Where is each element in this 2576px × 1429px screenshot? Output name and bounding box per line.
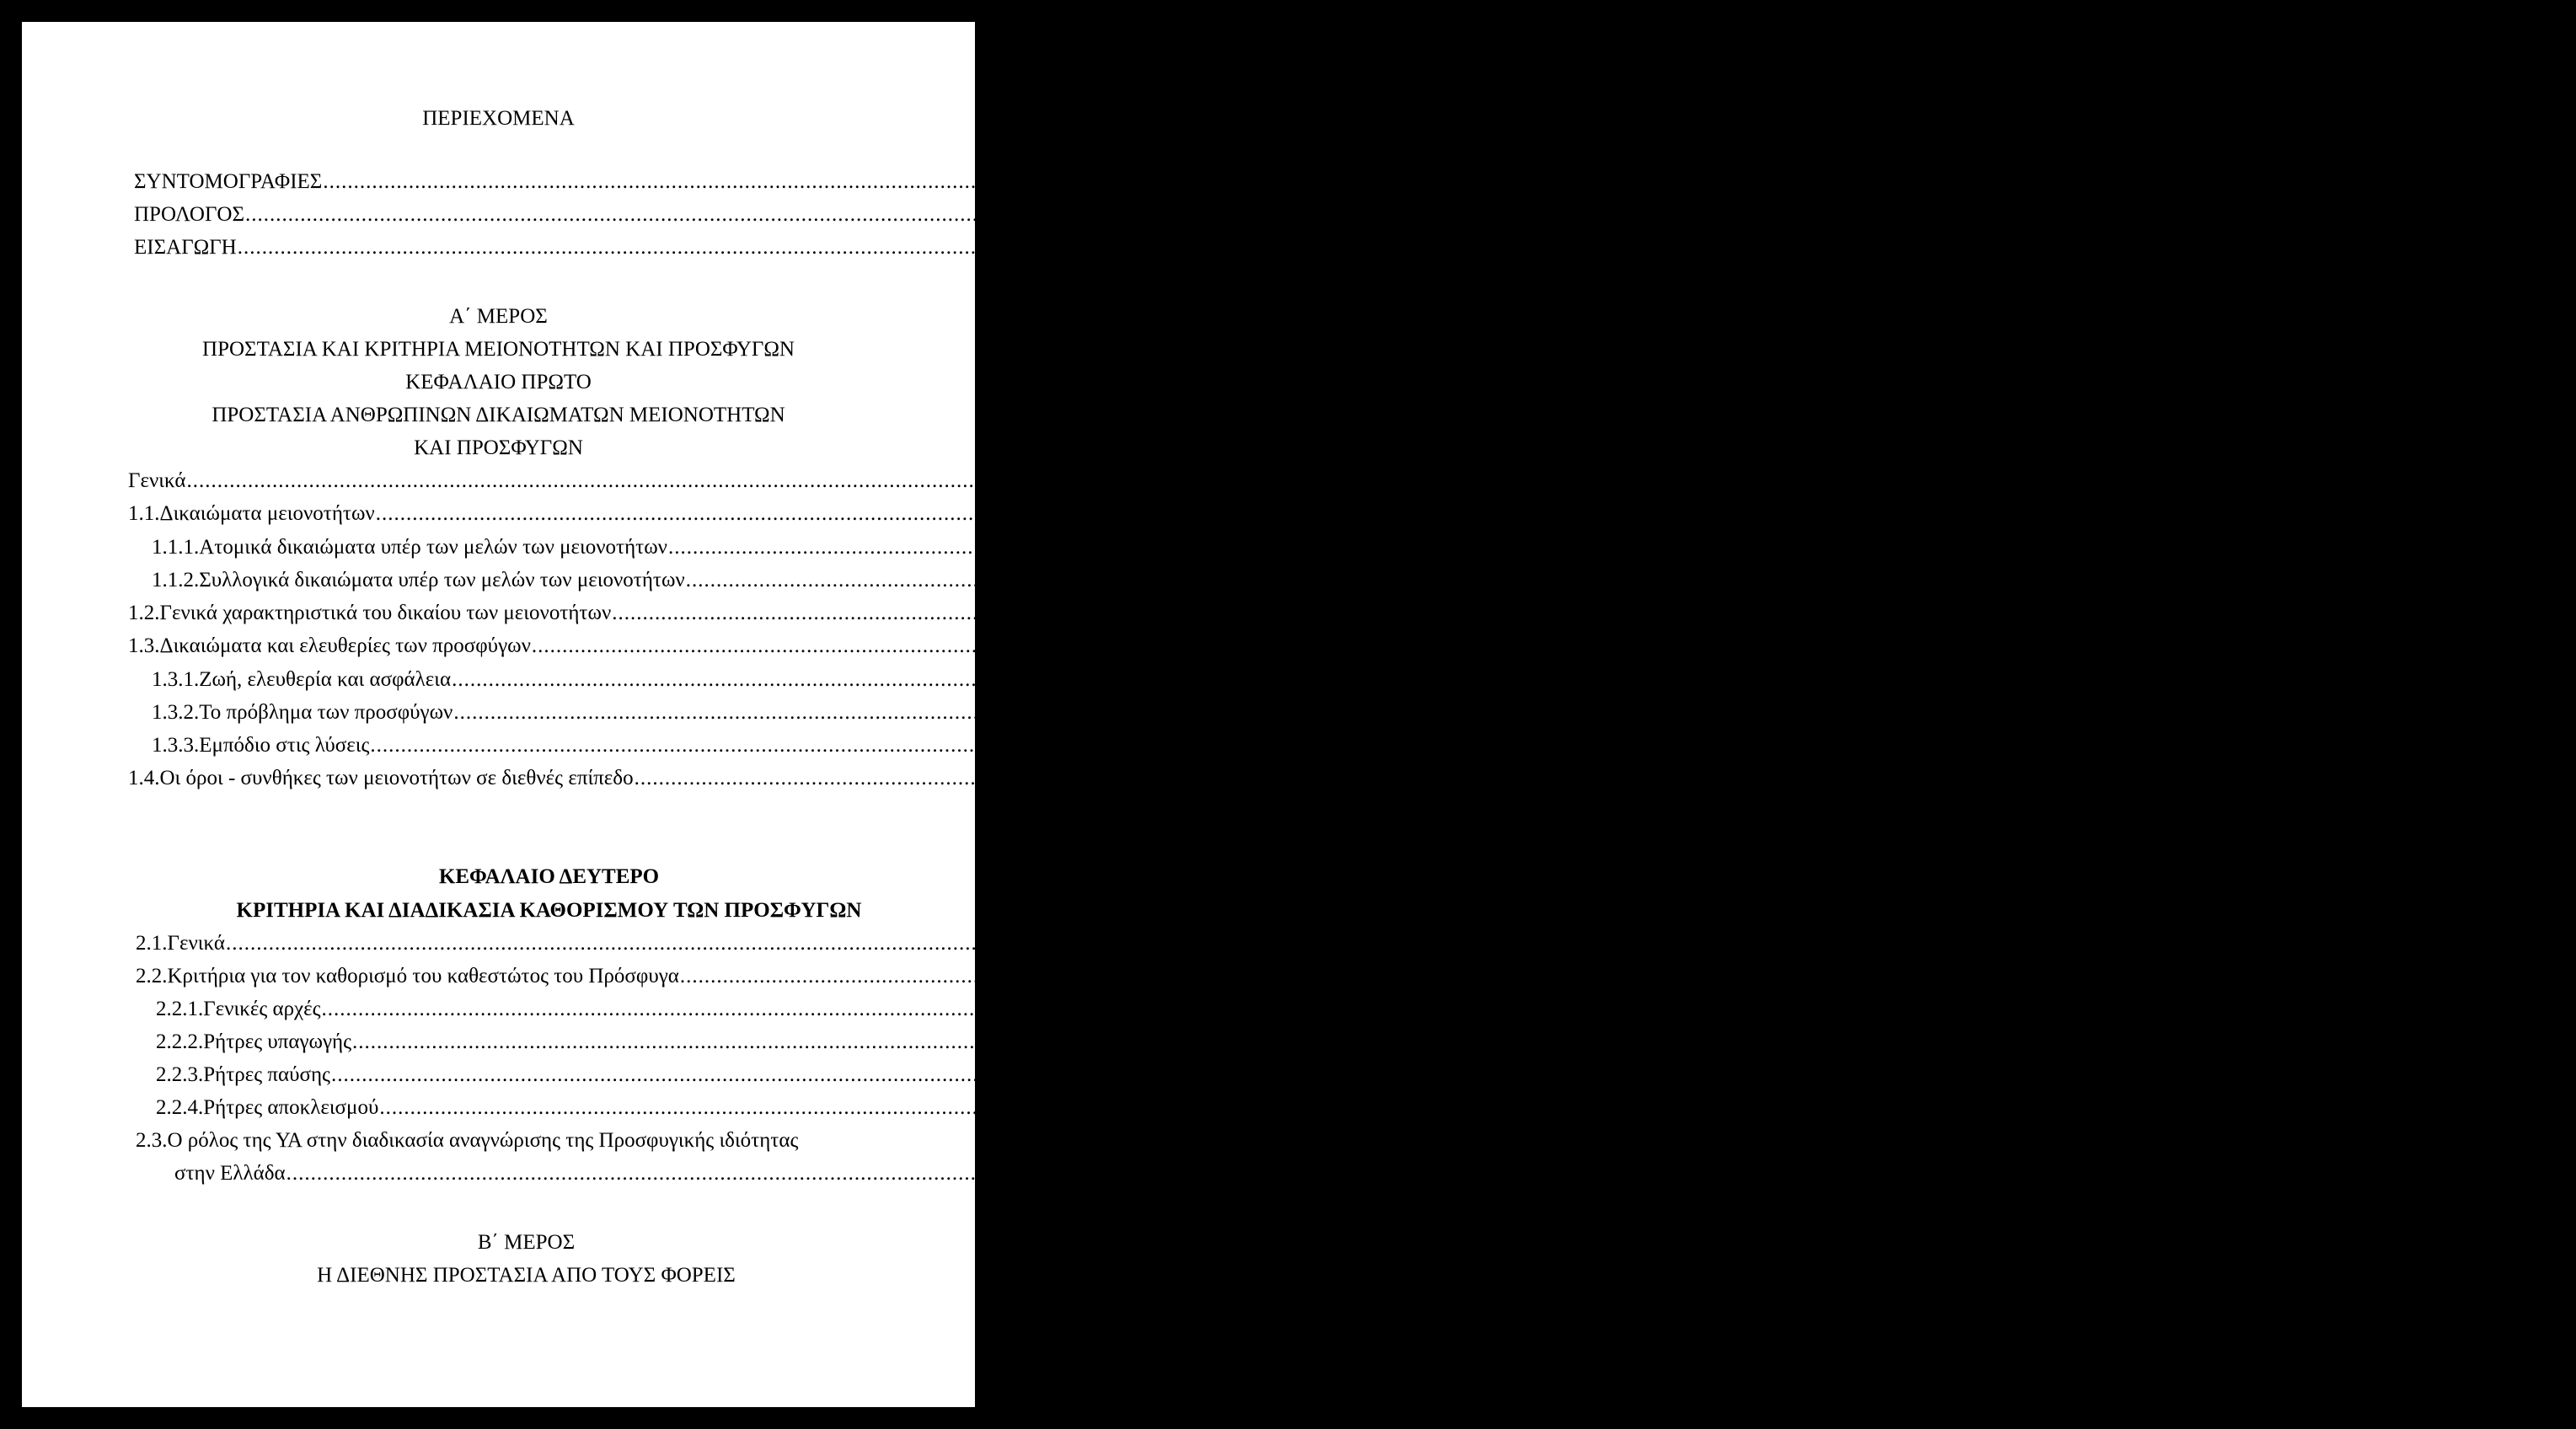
toc-entry-page: σελ.26: [2213, 1096, 2270, 1119]
toc-entry: [136, 964, 2571, 989]
toc-entry-page: σελ.24: [2164, 1063, 2222, 1086]
part-a-title: Α΄ ΜΕΡΟΣ: [449, 305, 548, 328]
dot-leader: ............................................................................................................................................................................................................................................................................................................: [225, 932, 2059, 955]
dot-leader: ............................................................................................................................................................................................................................................................................................................: [370, 734, 2204, 757]
toc-entry-page: σελ.27: [2119, 1162, 2177, 1185]
dot-leader: ............................................................................................................................................................................................................................................................................................................: [375, 502, 2209, 525]
toc-entry-page: σελ.21: [2059, 932, 2117, 955]
toc-entry-page: σελ.12: [2020, 469, 2077, 492]
toc-entry-page: σελ.13: [2502, 536, 2559, 559]
toc-entry-title: 1.4.Οι όροι - συνθήκες των μειονοτήτων σε διεθνές επίπεδο: [128, 767, 634, 789]
dot-leader: ............................................................................................................................................................................................................................................................................................................: [352, 1030, 2186, 1053]
toc-entry-title: 2.2.1.Γενικές αρχές: [156, 998, 321, 1020]
toc-entry-page: σελ.21: [2513, 965, 2571, 987]
toc-entry: [156, 1095, 2270, 1121]
toc-entry: [156, 1030, 2243, 1055]
dot-leader: ............................................................................................................................................................................................................................................................................................................: [330, 1063, 2164, 1086]
part-a-subtitle: ΠΡΟΣΤΑΣΙΑ ΚΑΙ ΚΡΙΤΗΡΙΑ ΜΕΙΟΝΟΤΗΤΩΝ ΚΑΙ ΠΡΟΣΦΥΓΩΝ: [202, 338, 795, 361]
toc-entry: [134, 235, 2118, 260]
toc-entry-page: σελ.18: [2204, 734, 2261, 757]
toc-entry: [152, 535, 2559, 560]
toc-entry: [152, 700, 2344, 725]
toc-title: ΠΕΡΙΕΧΟΜΕΝΑ: [422, 107, 575, 130]
toc-entry-page: σελ.15: [2445, 602, 2503, 624]
toc-entry: [156, 1062, 2222, 1088]
dot-leader: ............................................................................................................................................................................................................................................................................................................: [323, 170, 2156, 193]
chapter-1-subtitle-line2: ΚΑΙ ΠΡΟΣΦΥΓΩΝ: [414, 436, 583, 459]
part-b-subtitle: Η ΔΙΕΘΝΗΣ ΠΡΟΣΤΑΣΙΑ ΑΠΟ ΤΟΥΣ ΦΟΡΕΙΣ: [317, 1264, 736, 1287]
dot-leader: ............................................................................................................................................................................................................................................................................................................: [634, 767, 2467, 789]
toc-entry: [152, 733, 2261, 758]
dot-leader: ............................................................................................................................................................................................................................................................................................................: [286, 1162, 2119, 1185]
chapter-1-title: ΚΕΦΑΛΑΙΟ ΠΡΩΤΟ: [405, 371, 592, 393]
toc-entry-page: σελ.5: [2156, 170, 2204, 193]
toc-entry-title: 1.1.2.Συλλογικά δικαιώματα υπέρ των μελών των μειονοτήτων: [152, 569, 685, 591]
toc-entry-title: ΠΡΟΛΟΓΟΣ: [134, 203, 245, 226]
dot-leader: ............................................................................................................................................................................................................................................................................................................: [245, 203, 2079, 226]
toc-entry-title: ΕΙΣΑΓΩΓΗ: [134, 236, 237, 259]
chapter-2-subtitle: ΚΡΙΤΗΡΙΑ ΚΑΙ ΔΙΑΔΙΚΑΣΙΑ ΚΑΘΟΡΙΣΜΟΥ ΤΩΝ ΠΡΟΣΦΥΓΩΝ: [236, 899, 862, 922]
toc-entry-title: 2.2.2.Ρήτρες υπαγωγής: [156, 1030, 352, 1053]
toc-entry-page: σελ.18: [2287, 701, 2344, 724]
toc-entry: [174, 1161, 2177, 1186]
toc-entry: [134, 169, 2204, 195]
dot-leader: ............................................................................................................................................................................................................................................................................................................: [612, 602, 2445, 624]
toc-entry-wrapped-line: 2.3.Ο ρόλος της ΥΑ στην διαδικασία αναγνώρισης της Προσφυγικής ιδιότητας: [136, 1129, 799, 1152]
toc-entry: [156, 997, 2212, 1022]
toc-entry-page: σελ.19: [2467, 767, 2525, 789]
toc-entry-title: 2.2.Κριτήρια για τον καθορισμό του καθεστώτος του Πρόσφυγα: [136, 965, 679, 987]
toc-entry-title: στην Ελλάδα: [174, 1162, 286, 1185]
toc-entry-title: ΣΥΝΤΟΜΟΓΡΑΦΙΕΣ: [134, 170, 323, 193]
toc-entry-title: 1.1.1.Ατομικά δικαιώματα υπέρ των μελών των μειονοτήτων: [152, 536, 667, 559]
toc-entry-title: 2.2.3.Ρήτρες παύσης: [156, 1063, 330, 1086]
toc-entry: [128, 634, 2423, 659]
toc-entry-page: σελ.16: [2364, 634, 2423, 657]
dot-leader: ............................................................................................................................................................................................................................................................................................................: [453, 701, 2287, 724]
toc-entry: [128, 501, 2267, 527]
toc-entry: [128, 468, 2077, 494]
toc-entry: [136, 931, 2117, 956]
toc-entry-title: 1.3.Δικαιώματα και ελευθερίες των προσφύγων: [128, 634, 531, 657]
toc-entry-title: 1.2.Γενικά χαρακτηριστικά του δικαίου των μειονοτήτων: [128, 602, 612, 624]
chapter-1-subtitle-line1: ΠΡΟΣΤΑΣΙΑ ΑΝΘΡΩΠΙΝΩΝ ΔΙΚΑΙΩΜΑΤΩΝ ΜΕΙΟΝΟΤΗΤΩΝ: [212, 404, 785, 426]
dot-leader: ............................................................................................................................................................................................................................................................................................................: [379, 1096, 2213, 1119]
toc-entry-page: σελ.14: [2519, 569, 2576, 591]
toc-entry-title: 2.1.Γενικά: [136, 932, 225, 955]
toc-entry-page: σελ.21: [2155, 998, 2212, 1020]
dot-leader: ............................................................................................................................................................................................................................................................................................................: [531, 634, 2364, 657]
toc-entry-title: Γενικά: [128, 469, 186, 492]
dot-leader: ............................................................................................................................................................................................................................................................................................................: [321, 998, 2155, 1020]
toc-entry-title: 1.3.3.Εμπόδιο στις λύσεις: [152, 734, 370, 757]
toc-entry: [152, 667, 2343, 693]
dot-leader: ............................................................................................................................................................................................................................................................................................................: [685, 569, 2519, 591]
dot-leader: ............................................................................................................................................................................................................................................................................................................: [452, 668, 2285, 691]
toc-entry-page: σελ.6: [2079, 203, 2125, 226]
toc-entry-title: 1.3.1.Ζωή, ελευθερία και ασφάλεια: [152, 668, 452, 691]
dot-leader: ............................................................................................................................................................................................................................................................................................................: [668, 536, 2501, 559]
toc-entry-title: 1.1.Δικαιώματα μειονοτήτων: [128, 502, 375, 525]
dot-leader: ............................................................................................................................................................................................................................................................................................................: [679, 965, 2513, 987]
part-b-title: Β΄ ΜΕΡΟΣ: [477, 1231, 576, 1254]
toc-entry-page: σελ.7: [2070, 236, 2118, 259]
chapter-2-title: ΚΕΦΑΛΑΙΟ ΔΕΥΤΕΡΟ: [438, 865, 660, 888]
toc-page: [22, 22, 2576, 1407]
toc-entry: [134, 202, 2125, 227]
toc-entry-title: 2.2.4.Ρήτρες αποκλεισμού: [156, 1096, 379, 1119]
toc-entry-page: σελ.12: [2209, 502, 2267, 525]
toc-entry: [152, 568, 2576, 593]
dot-leader: ............................................................................................................................................................................................................................................................................................................: [237, 236, 2070, 259]
toc-entry-page: σελ.22: [2186, 1030, 2243, 1053]
toc-entry: [128, 601, 2503, 626]
toc-entry-page: σελ.17: [2285, 668, 2343, 691]
toc-entry: [128, 766, 2525, 791]
toc-entry-title: 1.3.2.Το πρόβλημα των προσφύγων: [152, 701, 453, 724]
dot-leader: ............................................................................................................................................................................................................................................................................................................: [186, 469, 2020, 492]
